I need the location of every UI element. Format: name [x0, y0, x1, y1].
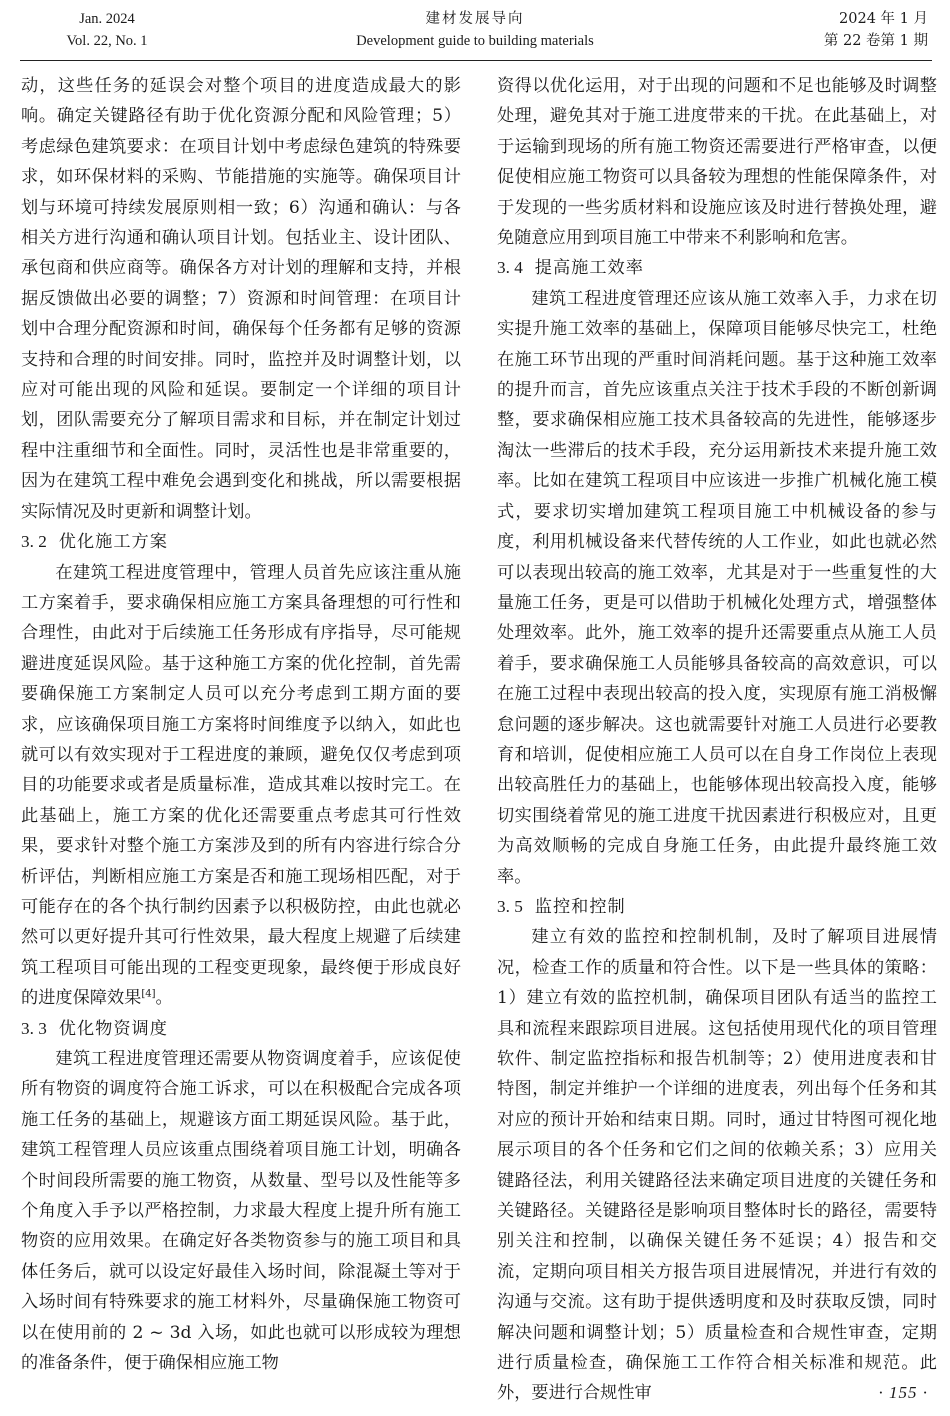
issue-date-cn: 2024 年 1 月 — [839, 11, 928, 27]
paragraph-end: 。 — [155, 988, 173, 1009]
header-right — [788, 8, 928, 52]
header-center — [300, 8, 650, 52]
right-column — [497, 71, 937, 1409]
section-heading-3-5 — [497, 892, 937, 922]
paragraph: 资得以优化运用，对于出现的问题和不足也能够及时调整处理，避免其对于施工进度带来的干扰。在此基础上，对于运输到现场的所有施工物资还需要进行严格审查，以便促使相应施工物资可以具备较为理想的性能保障条件，对于发现的一些劣质材料和设施应该及时进行替换处理，避免随意应用到项目施工中带来不利影响和危害。 — [497, 76, 937, 249]
journal-title-cn: 建材发展导向 — [425, 11, 525, 27]
section-heading-3-2 — [21, 527, 461, 557]
section-heading-3-3 — [21, 1014, 461, 1044]
issue-date-en: Jan. 2024 — [79, 11, 135, 27]
journal-title-en: Development guide to building materials — [356, 33, 594, 49]
section-title: 提高施工效率 — [534, 258, 644, 279]
citation-ref: [4] — [141, 988, 156, 1000]
paragraph: 建筑工程进度管理还应该从施工效率入手，力求在切实提升施工效率的基础上，保障项目能够尽快完工，杜绝在施工环节出现的严重时间消耗问题。基于这种施工效率的提升而言，首先应该重点关注于技术手段的不断创新调整，要求确保相应施工技术具备较高的先进性，能够逐步淘汰一些滞后的技术手段，充分运用新技术来提升施工效率。比如在建筑工程项目中应该进一步推广机械化施工模式，要求切实增加建筑工程项目施工中机械设备的参与度，利用机械设备来代替传统的人工作业，如此也就必然可以表现出较高的施工效率，尤其是对于一些重复性的大量施工任务，更是可以借助于机械化处理方式，增强整体处理效率。此外，施工效率的提升还需要重点从施工人员着手，要求确保施工人员能够具备较高的高效意识，可以在施工过程中表现出较高的投入度，实现原有施工消极懈怠问题的逐步解决。这也就需要针对施工人员进行必要教育和培训，促使相应施工人员可以在自身工作岗位上表现出较高胜任力的基础上，也能够体现出较高投入度，能够切实围绕着常见的施工进度干扰因素进行积极应对，且更为高效顺畅的完成自身施工任务，由此提升最终施工效率。 — [497, 288, 937, 887]
left-column — [21, 71, 461, 1378]
header-left — [52, 8, 162, 52]
paragraph-text: 在建筑工程进度管理中，管理人员首先应该注重从施工方案着手，要求确保相应施工方案具备理想的可行性和合理性，由此对于后续施工任务形成有序指导，尽可能规避进度延误风险。基于这种施工方案的优化控制，首先需要确保施工方案制定人员可以充分考虑到工期方面的要求，应该确保项目施工方案将时间维度予以纳入，如此也就可以有效实现对于工程进度的兼顾，避免仅仅考虑到项目的功能要求或者是质量标准，造成其难以按时完工。在此基础上，施工方案的优化还需要重点考虑其可行性效果，要求针对整个施工方案涉及到的所有内容进行综合分析评估，判断相应施工方案是否和施工现场相匹配，对于可能存在的各个执行制约因素予以积极防控，由此也就必然可以更好提升其可行性效果，最大程度上规避了后续建筑工程项目可能出现的工程变更现象，最终便于形成良好的进度保障效果 — [21, 562, 461, 1009]
paragraph — [21, 558, 461, 1014]
page-number: · 155 · — [878, 1383, 928, 1402]
paragraph: 建筑工程进度管理还需要从物资调度着手，应该促使所有物资的调度符合施工诉求，可以在积极配合完成各项施工任务的基础上，规避该方面工期延误风险。基于此，建筑工程管理人员应该重点围绕着项目施工计划，明确各个时间段所需要的施工物资，从数量、型号以及性能等多个角度入手予以严格控制，力求最大程度上提升所有施工物资的应用效果。在确定好各类物资参与的施工项目和具体任务后，就可以设定好最佳入场时间，除混凝土等对于入场时间有特殊要求的施工材料外，尽量确保施工物资可以在使用前的 2 ~ 3d 入场，如此也就可以形成较为理想的准备条件，便于确保相应施工物 — [21, 1049, 461, 1374]
section-number: 3. 4 — [497, 258, 523, 278]
section-heading-3-4 — [497, 253, 937, 283]
section-title: 优化施工方案 — [58, 532, 168, 553]
paragraph: 建立有效的监控和控制机制，及时了解项目进展情况，检查工作的质量和符合性。以下是一些具体的策略：1）建立有效的监控机制，确保项目团队有适当的监控工具和流程来跟踪项目进展。这包括使用现代化的项目管理软件、制定监控指标和报告机制等；2）使用进度表和甘特图，制定并维护一个详细的进度表，列出每个任务和其对应的预计开始和结束日期。同时，通过甘特图可视化地展示项目的各个任务和它们之间的依赖关系；3）应用关键路径法，利用关键路径法来确定项目进度的关键任务和关键路径。关键路径是影响项目整体时长的路径，需要特别关注和控制，以确保关键任务不延误；4）报告和交流，定期向项目相关方报告项目进展情况，并进行有效的沟通与交流。这有助于提供透明度和及时获取反馈，同时解决问题和调整计划；5）质量检查和合规性审查，定期进行质量检查，确保施工工作符合相关标准和规范。此外，要进行合规性审 — [497, 927, 937, 1404]
section-number: 3. 3 — [21, 1018, 47, 1038]
paragraph: 动，这些任务的延误会对整个项目的进度造成最大的影响。确定关键路径有助于优化资源分配和风险管理；5）考虑绿色建筑要求：在项目计划中考虑绿色建筑的特殊要求，如环保材料的采购、节能措施的实施等。确保项目计划与环境可持续发展原则相一致；6）沟通和确认：与各相关方进行沟通和确认项目计划。包括业主、设计团队、承包商和供应商等。确保各方对计划的理解和支持，并根据反馈做出必要的调整；7）资源和时间管理：在项目计划中合理分配资源和时间，确保每个任务都有足够的资源支持和合理的时间安排。同时，监控并及时调整计划，以应对可能出现的风险和延误。要制定一个详细的项目计划，团队需要充分了解项目需求和目标，并在制定计划过程中注重细节和全面性。同时，灵活性也是非常重要的，因为在建筑工程中难免会遇到变化和挑战，所以需要根据实际情况及时更新和调整计划。 — [21, 76, 461, 522]
section-title: 监控和控制 — [534, 896, 626, 917]
section-number: 3. 5 — [497, 896, 523, 916]
volume-en: Vol. 22, No. 1 — [66, 33, 148, 49]
page-header — [0, 0, 950, 62]
header-divider — [20, 60, 932, 61]
volume-cn: 第 22 卷第 1 期 — [823, 33, 928, 49]
section-title: 优化物资调度 — [58, 1018, 168, 1039]
section-number: 3. 2 — [21, 532, 47, 552]
